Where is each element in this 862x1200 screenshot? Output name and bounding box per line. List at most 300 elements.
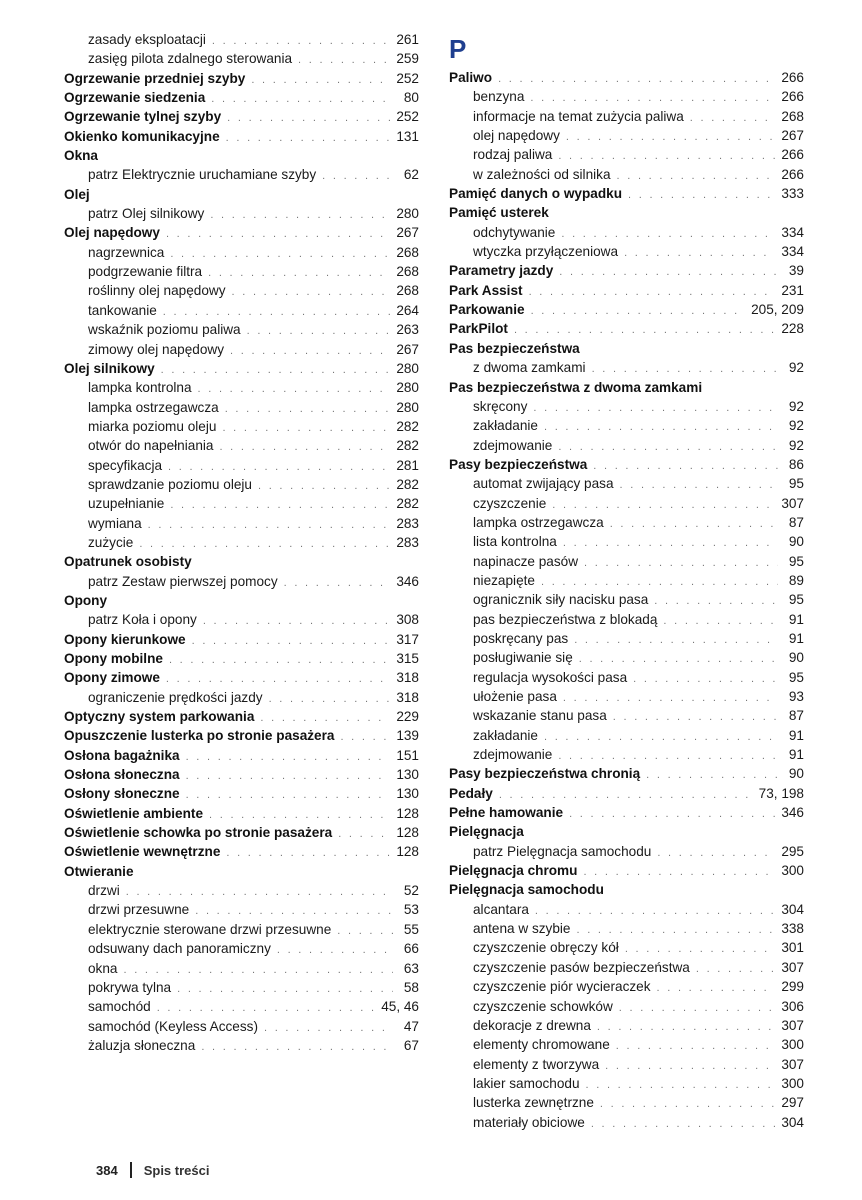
dot-leader [584, 554, 778, 573]
index-entry [449, 803, 804, 822]
index-page-ref: 259 [396, 51, 419, 67]
index-page-ref: 299 [781, 979, 804, 995]
index-page-ref: 92 [788, 437, 804, 453]
index-term: Opuszczenie lusterka po stronie pasażera [64, 728, 335, 744]
index-page-ref: 58 [403, 979, 419, 995]
index-page-ref: 280 [396, 360, 419, 376]
index-entry [64, 842, 419, 861]
index-term: Otwieranie [64, 863, 134, 879]
index-term: wtyczka przyłączeniowa [473, 244, 619, 260]
index-subentry [64, 49, 419, 68]
dot-leader [277, 941, 393, 960]
index-subentry [64, 939, 419, 958]
index-term: samochód (Keyless Access) [88, 1018, 258, 1034]
dot-leader [322, 167, 393, 186]
index-term: Ogrzewanie tylnej szyby [64, 109, 222, 125]
index-subentry [449, 358, 804, 377]
index-page-ref: 131 [396, 128, 419, 144]
index-term: zdejmowanie [473, 437, 553, 453]
index-subentry [64, 475, 419, 494]
index-page-ref: 92 [788, 398, 804, 414]
index-page-ref: 63 [403, 960, 419, 976]
index-page-ref: 318 [396, 689, 419, 705]
index-term: Pasy bezpieczeństwa [449, 456, 588, 472]
index-term: patrz Olej silnikowy [88, 206, 205, 222]
index-entry [64, 223, 419, 242]
index-page-ref: 268 [396, 264, 419, 280]
index-subentry [64, 165, 419, 184]
dot-leader [203, 612, 390, 631]
index-page-ref: 86 [788, 456, 804, 472]
index-page-ref: 282 [396, 418, 419, 434]
index-term: benzyna [473, 89, 525, 105]
dot-leader [226, 129, 391, 148]
footer-page-number: 384 [96, 1162, 118, 1178]
index-term: Pedały [449, 785, 493, 801]
index-term: Oświetlenie schowka po stronie pasażera [64, 825, 333, 841]
page-footer [96, 1162, 209, 1178]
index-term: regulacja wysokości pasa [473, 669, 628, 685]
index-term: tankowanie [88, 302, 157, 318]
index-entry [449, 281, 804, 300]
index-subentry [449, 223, 804, 242]
dot-leader [696, 960, 775, 979]
index-term: czyszczenie schowków [473, 998, 613, 1014]
index-page-ref: 89 [788, 572, 804, 588]
index-subentry [64, 610, 419, 629]
index-page-ref: 280 [396, 206, 419, 222]
dot-leader [269, 690, 391, 709]
index-page-ref: 264 [396, 302, 419, 318]
index-subentry [449, 474, 804, 493]
index-term: żaluzja słoneczna [88, 1037, 196, 1053]
index-entry [449, 319, 804, 338]
index-term: elementy z tworzywa [473, 1056, 600, 1072]
index-term: uzupełnianie [88, 496, 165, 512]
index-page-ref: 304 [781, 901, 804, 917]
dot-leader [657, 979, 776, 998]
index-term: ogranicznik siły nacisku pasa [473, 592, 649, 608]
index-page-ref: 282 [396, 476, 419, 492]
dot-leader [569, 805, 775, 824]
index-page-ref: 295 [781, 843, 804, 859]
index-entry [64, 668, 419, 687]
index-page-ref: 205, 209 [751, 302, 804, 318]
index-term: pas bezpieczeństwa z blokadą [473, 611, 658, 627]
index-term: antena w szybie [473, 921, 571, 937]
index-term: elementy chromowane [473, 1037, 610, 1053]
index-page-ref: 128 [396, 825, 419, 841]
index-term: rodzaj paliwa [473, 147, 553, 163]
index-term: miarka poziomu oleju [88, 418, 217, 434]
index-subentry [449, 668, 804, 687]
index-entry [64, 707, 419, 726]
index-term: elektrycznie sterowane drzwi przesuwne [88, 921, 332, 937]
dot-leader [264, 1019, 393, 1038]
index-subentry [449, 165, 804, 184]
index-page-ref: 66 [403, 941, 419, 957]
index-page-ref: 263 [396, 322, 419, 338]
index-page-ref: 67 [403, 1037, 419, 1053]
index-term: czyszczenie obręczy kół [473, 940, 619, 956]
index-term: Park Assist [449, 282, 523, 298]
index-term: Opony [64, 592, 108, 608]
index-subentry [449, 648, 804, 667]
index-term: Osłona słoneczna [64, 767, 180, 783]
index-term: Pamięć usterek [449, 205, 549, 221]
dot-leader [161, 361, 391, 380]
index-subentry [64, 1017, 419, 1036]
index-page-ref: 300 [781, 1037, 804, 1053]
index-term: lampka kontrolna [88, 380, 192, 396]
dot-leader [170, 496, 390, 515]
index-subentry [449, 1035, 804, 1054]
index-subentry [449, 938, 804, 957]
index-subentry [449, 552, 804, 571]
dot-leader [617, 167, 776, 186]
index-page-ref: 95 [788, 592, 804, 608]
index-term: Okienko komunikacyjne [64, 128, 220, 144]
index-term: czyszczenie [473, 495, 547, 511]
dot-leader [616, 1037, 776, 1056]
index-subentry [64, 920, 419, 939]
index-page-ref: 229 [396, 709, 419, 725]
dot-leader [222, 419, 390, 438]
index-term: Pamięć danych o wypadku [449, 186, 623, 202]
dot-leader [597, 1018, 775, 1037]
index-subentry [449, 87, 804, 106]
index-entry [449, 861, 804, 880]
index-entry [449, 455, 804, 474]
index-term: zimowy olej napędowy [88, 341, 225, 357]
index-entry [64, 69, 419, 88]
dot-leader [663, 612, 778, 631]
index-page-ref: 91 [788, 611, 804, 627]
dot-leader [619, 999, 776, 1018]
dot-leader [533, 399, 778, 418]
index-term: Opony zimowe [64, 670, 160, 686]
index-term: patrz Elektrycznie uruchamiane szyby [88, 167, 317, 183]
dot-leader [613, 708, 778, 727]
index-column-left [64, 30, 419, 1055]
index-term: informacje na temat zużycia paliwa [473, 108, 684, 124]
index-page-ref: 308 [396, 612, 419, 628]
dot-leader [337, 922, 393, 941]
index-term: czyszczenie piór wycieraczek [473, 979, 651, 995]
index-entry [64, 862, 419, 881]
index-subentry [449, 436, 804, 455]
index-term: zasięg pilota zdalnego sterowania [88, 51, 293, 67]
dot-leader [531, 302, 746, 321]
index-subentry [449, 977, 804, 996]
dot-leader [192, 632, 391, 651]
index-page-ref: 267 [396, 341, 419, 357]
index-page-ref: 261 [396, 32, 419, 47]
dot-leader [498, 70, 775, 89]
index-page-ref: 52 [403, 883, 419, 899]
index-term: dekoracje z drewna [473, 1017, 591, 1033]
index-page-ref: 95 [788, 669, 804, 685]
index-entry [64, 591, 419, 610]
dot-leader [225, 400, 391, 419]
index-page-ref: 252 [396, 70, 419, 86]
dot-leader [529, 283, 776, 302]
dot-leader [583, 863, 775, 882]
index-term: zdejmowanie [473, 747, 553, 763]
dot-leader [586, 1076, 776, 1095]
index-term: patrz Koła i opony [88, 612, 197, 628]
index-term: zakładanie [473, 418, 538, 434]
index-subentry [64, 533, 419, 552]
dot-leader [170, 245, 390, 264]
index-page-ref: 307 [781, 959, 804, 975]
index-page-ref: 268 [396, 283, 419, 299]
footer-title: Spis treści [143, 1162, 210, 1178]
index-subentry [449, 900, 804, 919]
index-entry [449, 300, 804, 319]
index-page-ref: 283 [396, 515, 419, 531]
index-entry [449, 261, 804, 280]
dot-leader [544, 418, 778, 437]
index-subentry [64, 436, 419, 455]
dot-leader [654, 592, 778, 611]
index-term: poskręcany pas [473, 630, 569, 646]
index-term: lista kontrolna [473, 534, 557, 550]
index-term: Osłona bagażnika [64, 747, 180, 763]
dot-leader [620, 476, 778, 495]
index-term: wskaźnik poziomu paliwa [88, 322, 241, 338]
dot-leader [657, 844, 775, 863]
index-page-ref: 266 [781, 166, 804, 182]
index-entry [449, 764, 804, 783]
index-subentry [64, 417, 419, 436]
dot-leader [201, 1038, 393, 1057]
dot-leader [210, 206, 390, 225]
dot-leader [605, 1057, 775, 1076]
index-page-ref: 280 [396, 380, 419, 396]
index-page-ref: 90 [788, 534, 804, 550]
dot-leader [227, 109, 390, 128]
index-term: wymiana [88, 515, 142, 531]
index-subentry [449, 1113, 804, 1132]
index-page-ref: 39 [788, 263, 804, 279]
index-term: Olej napędowy [64, 225, 160, 241]
index-term: odchytywanie [473, 224, 556, 240]
index-subentry [449, 513, 804, 532]
index-entry [449, 822, 804, 841]
dot-leader [633, 670, 778, 689]
index-term: samochód [88, 999, 151, 1015]
index-subentry [64, 398, 419, 417]
index-page-ref: 55 [403, 921, 419, 937]
dot-leader [284, 574, 391, 593]
index-term: posługiwanie się [473, 650, 573, 666]
index-term: Osłony słoneczne [64, 786, 180, 802]
index-subentry [449, 1055, 804, 1074]
index-page-ref: 300 [781, 863, 804, 879]
dot-leader [563, 534, 778, 553]
index-page-ref: 318 [396, 670, 419, 686]
index-subentry [449, 397, 804, 416]
index-term: Ogrzewanie przedniej szyby [64, 70, 246, 86]
index-page-ref: 91 [788, 727, 804, 743]
index-entry [449, 203, 804, 222]
section-letter: P [449, 34, 467, 64]
index-term: Parametry jazdy [449, 263, 554, 279]
dot-leader [559, 263, 778, 282]
dot-leader [690, 109, 776, 128]
index-term: otwór do napełniania [88, 438, 214, 454]
index-entry [64, 107, 419, 126]
index-page-ref: 151 [396, 747, 419, 763]
index-subentry [449, 107, 804, 126]
index-subentry [449, 532, 804, 551]
index-entry [449, 784, 804, 803]
index-page-ref: 301 [781, 940, 804, 956]
footer-separator [130, 1162, 132, 1178]
index-term: Pielęgnacja [449, 824, 524, 840]
index-term: Okna [64, 148, 98, 164]
index-page-ref: 268 [781, 108, 804, 124]
index-subentry [449, 1093, 804, 1112]
index-subentry [449, 610, 804, 629]
index-term: Pas bezpieczeństwa [449, 340, 580, 356]
index-subentry [449, 1074, 804, 1093]
index-subentry [64, 572, 419, 591]
dot-leader [535, 902, 775, 921]
dot-leader [232, 283, 391, 302]
index-subentry [449, 687, 804, 706]
index-entry [64, 784, 419, 803]
index-term: patrz Zestaw pierwszej pomocy [88, 573, 278, 589]
index-term: Olej [64, 186, 90, 202]
index-subentry [64, 340, 419, 359]
index-page-ref: 91 [788, 630, 804, 646]
index-page-ref: 130 [396, 767, 419, 783]
index-page-ref: 53 [403, 902, 419, 918]
index-subentry [449, 416, 804, 435]
index-subentry [449, 126, 804, 145]
dot-leader [593, 457, 778, 476]
index-page-ref: 268 [396, 244, 419, 260]
index-subentry [64, 378, 419, 397]
index-subentry [449, 1016, 804, 1035]
index-page-ref: 282 [396, 496, 419, 512]
index-term: drzwi [88, 883, 120, 899]
index-subentry [64, 978, 419, 997]
index-subentry [449, 706, 804, 725]
index-term: napinacze pasów [473, 553, 579, 569]
index-page-ref: 90 [788, 650, 804, 666]
index-subentry [449, 242, 804, 261]
index-entry [64, 185, 419, 204]
index-entry [64, 726, 419, 745]
index-page-ref: 80 [403, 90, 419, 106]
index-entry [64, 359, 419, 378]
index-term: Pełne hamowanie [449, 805, 564, 821]
dot-leader [198, 380, 391, 399]
index-page-ref: 307 [781, 1056, 804, 1072]
index-page-ref: 283 [396, 534, 419, 550]
index-page-ref: 304 [781, 1114, 804, 1130]
index-term: odsuwany dach panoramiczny [88, 941, 271, 957]
dot-leader [230, 342, 390, 361]
index-term: Opony mobilne [64, 651, 163, 666]
index-page-ref: 231 [781, 282, 804, 298]
index-page-ref: 92 [788, 360, 804, 376]
index-term: ułożenie pasa [473, 689, 557, 704]
index-page-ref: 338 [781, 921, 804, 937]
index-entry [449, 68, 804, 87]
index-subentry [449, 571, 804, 590]
index-term: Paliwo [449, 70, 493, 85]
index-term: alcantara [473, 901, 529, 917]
dot-leader [600, 1095, 775, 1114]
index-page-ref: 128 [396, 805, 419, 821]
index-subentry [64, 494, 419, 513]
index-entry [64, 630, 419, 649]
index-term: Pielęgnacja chromu [449, 863, 578, 879]
index-page-ref: 266 [781, 70, 804, 85]
index-term: ParkPilot [449, 321, 508, 337]
index-term: nagrzewnica [88, 244, 165, 260]
dot-leader [247, 322, 391, 341]
index-page-ref: 334 [781, 244, 804, 260]
index-subentry [449, 726, 804, 745]
dot-leader [558, 438, 778, 457]
index-page-ref: 91 [788, 747, 804, 763]
index-subentry [64, 456, 419, 475]
index-subentry [64, 204, 419, 223]
index-term: niezapięte [473, 572, 535, 588]
index-subentry [64, 881, 419, 900]
index-term: Optyczny system parkowania [64, 709, 255, 725]
index-page-ref: 95 [788, 476, 804, 492]
index-term: ograniczenie prędkości jazdy [88, 689, 263, 705]
index-term: Parkowanie [449, 302, 525, 318]
index-page-ref: 306 [781, 998, 804, 1014]
index-term: materiały obiciowe [473, 1114, 585, 1130]
index-entry [64, 823, 419, 842]
dot-leader [574, 631, 778, 650]
dot-leader [166, 225, 390, 244]
index-column-right [449, 30, 804, 1132]
dot-leader [226, 844, 390, 863]
dot-leader [186, 786, 391, 805]
index-subentry [64, 514, 419, 533]
index-term: zużycie [88, 534, 134, 550]
index-page-ref: 307 [781, 1017, 804, 1033]
index-term: sprawdzanie poziomu oleju [88, 476, 252, 492]
dot-leader [177, 980, 393, 999]
index-term: lakier samochodu [473, 1075, 580, 1091]
index-entry [64, 804, 419, 823]
index-subentry [64, 959, 419, 978]
index-term: patrz Pielęgnacja samochodu [473, 843, 652, 859]
dot-leader [258, 477, 390, 496]
index-term: lusterka zewnętrzne [473, 1095, 594, 1111]
index-entry [64, 649, 419, 668]
index-page-ref: 90 [788, 766, 804, 782]
index-page-ref: 297 [781, 1095, 804, 1111]
index-subentry [449, 629, 804, 648]
index-term: specyfikacja [88, 457, 163, 473]
index-term: Pasy bezpieczeństwa chronią [449, 766, 641, 782]
dot-leader [219, 438, 390, 457]
index-term: zasady eksploatacji [88, 32, 206, 47]
index-term: Opatrunek osobisty [64, 554, 192, 570]
dot-leader [208, 264, 390, 283]
